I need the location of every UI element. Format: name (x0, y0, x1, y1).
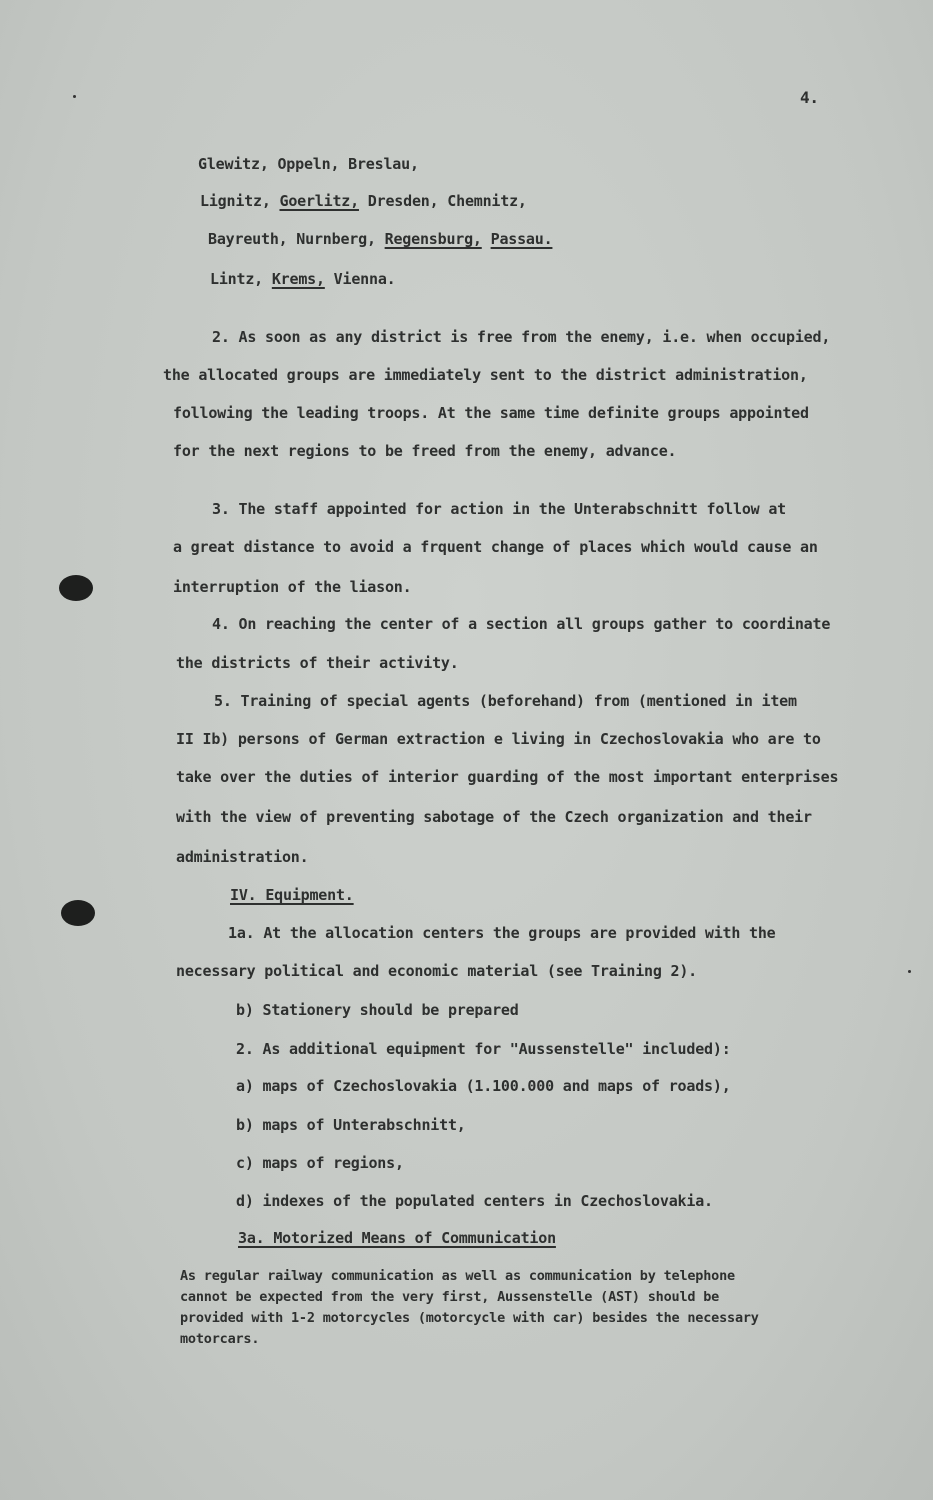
para-line: cannot be expected from the very first, Aussenstelle (AST) should be (180, 1289, 720, 1305)
para-line: motorcars. (180, 1331, 260, 1347)
para-line: 1a. At the allocation centers the groups are provided with the (228, 924, 776, 942)
speck (73, 95, 76, 98)
para-line: for the next regions to be freed from the enemy, advance. (173, 442, 677, 460)
para-line: 4. On reaching the center of a section all groups gather to coordinate (212, 615, 831, 633)
list-item: b) maps of Unterabschnitt, (236, 1116, 466, 1134)
speck (908, 970, 911, 973)
para-line: the allocated groups are immediately sent to the district administration, (163, 366, 808, 384)
para-line: interruption of the liason. (173, 578, 412, 596)
section-heading: IV. Equipment. (230, 886, 354, 904)
city-line: Glewitz, Oppeln, Breslau, (198, 155, 419, 173)
para-line: 3. The staff appointed for action in the Unterabschnitt follow at (212, 500, 786, 518)
page-number: 4. (800, 88, 819, 107)
para-line: administration. (176, 848, 309, 866)
section-heading: 3a. Motorized Means of Communication (238, 1229, 556, 1247)
para-line: As regular railway communication as well as communication by telephone (180, 1268, 735, 1284)
para-line: a great distance to avoid a frquent change of places which would cause an (173, 538, 818, 556)
para-line: following the leading troops. At the same time definite groups appointed (173, 404, 809, 422)
para-line: take over the duties of interior guarding of the most important enterprises (176, 768, 839, 786)
para-line: II Ib) persons of German extraction e living in Czechoslovakia who are to (176, 730, 821, 748)
para-line: provided with 1-2 motorcycles (motorcycle with car) besides the necessary (180, 1310, 759, 1326)
para-line: with the view of preventing sabotage of the Czech organization and their (176, 808, 812, 826)
para-line: 5. Training of special agents (beforehand) from (mentioned in item (214, 692, 797, 710)
city-line: Lignitz, Goerlitz, Dresden, Chemnitz, (200, 192, 527, 210)
list-item: d) indexes of the populated centers in Czechoslovakia. (236, 1192, 713, 1210)
city-line: Lintz, Krems, Vienna. (210, 270, 396, 288)
para-line: the districts of their activity. (176, 654, 459, 672)
list-item: c) maps of regions, (236, 1154, 404, 1172)
list-item: b) Stationery should be prepared (236, 1001, 519, 1019)
list-item: a) maps of Czechoslovakia (1.100.000 and maps of roads), (236, 1077, 731, 1095)
punch-hole (61, 900, 95, 926)
para-line: 2. As soon as any district is free from the enemy, i.e. when occupied, (212, 328, 831, 346)
city-line: Bayreuth, Nurnberg, Regensburg, Passau. (208, 230, 553, 248)
para-line: necessary political and economic material (see Training 2). (176, 962, 698, 980)
punch-hole (59, 575, 93, 601)
list-item: 2. As additional equipment for "Aussenstelle" included): (236, 1040, 731, 1058)
